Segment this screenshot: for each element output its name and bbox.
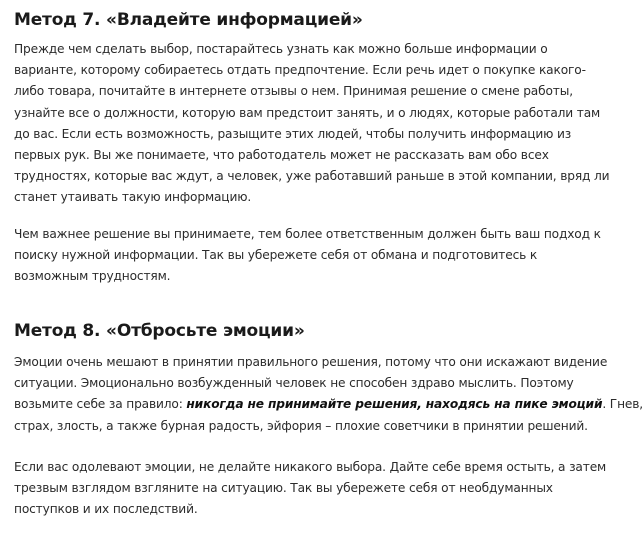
text-line: узнайте все о должности, которую вам предстоит занять, и о людях, которые работали там [14, 105, 601, 120]
text-line: трезвым взглядом взгляните на ситуацию. Так вы убережете себя от необдуманных [14, 481, 553, 496]
emphasized-rule: никогда не принимайте решения, находясь на пике эмоций [186, 397, 603, 412]
text-segment: . Гнев, [602, 397, 643, 412]
text-line: Чем важнее решение вы принимаете, тем более ответственным должен быть ваш подход к [14, 227, 601, 241]
text-line [14, 394, 643, 415]
text-line: до вас. Если есть возможность, разыщите этих людей, чтобы получить информацию из [14, 126, 572, 141]
text-line: Если вас одолевают эмоции, не делайте никакого выбора. Дайте себе время остыть, а затем [14, 460, 607, 474]
method-8-heading: Метод 8. «Отбросьте эмоции» [14, 321, 305, 341]
text-segment: возьмите себе за правило: [14, 397, 187, 412]
text-line: первых рук. Вы же понимаете, что работодатель может не рассказать вам обо всех [14, 148, 549, 163]
text-line: страх, злость, а также бурная радость, эйфория – плохие советчики в принятии решений. [14, 418, 588, 433]
text-line: ситуации. Эмоционально возбужденный человек не способен здраво мыслить. Поэтому [14, 376, 574, 391]
text-line: Эмоции очень мешают в принятии правильного решения, потому что они искажают видение [14, 355, 608, 369]
method-7-paragraph-2 [14, 224, 601, 288]
method-8-paragraph-2 [14, 457, 607, 521]
method-7-paragraph-1 [14, 39, 610, 209]
text-line: варианте, которому собираетесь отдать предпочтение. Если речь идет о покупке какого- [14, 63, 586, 78]
text-line: трудностях, которые вас ждут, а человек, уже работавший раньше в этой компании, вряд ли [14, 169, 610, 184]
text-line: поиску нужной информации. Так вы убережете себя от обмана и подготовитесь к [14, 248, 538, 263]
text-line: поступков и их последствий. [14, 502, 198, 517]
text-line: Прежде чем сделать выбор, постарайтесь узнать как можно больше информации о [14, 42, 548, 56]
method-7-heading: Метод 7. «Владейте информацией» [14, 10, 363, 30]
text-line: станет утаивать такую информацию. [14, 190, 252, 205]
text-line: возможным трудностям. [14, 269, 171, 284]
method-8-paragraph-1 [14, 352, 643, 437]
text-line: либо товара, почитайте в интернете отзывы о нем. Принимая решение о смене работы, [14, 84, 573, 99]
